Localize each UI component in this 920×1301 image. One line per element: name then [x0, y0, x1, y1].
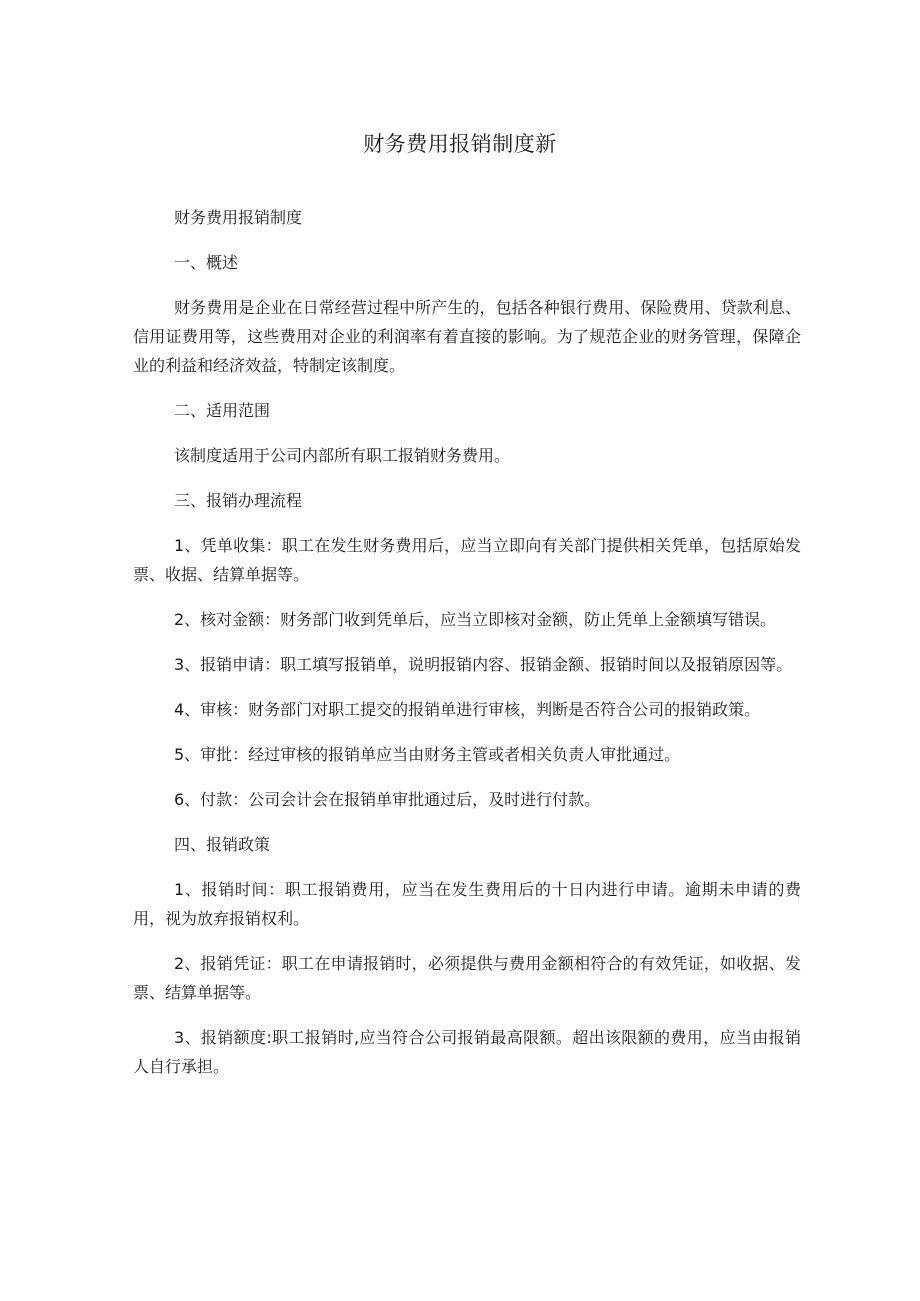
section-heading-policy: 四、报销政策 — [174, 835, 271, 854]
section-heading-process: 三、报销办理流程 — [174, 491, 303, 510]
policy-item-2: 2、报销凭证：职工在申请报销时，必须提供与费用金额相符合的有效凭证，如收据、发票、结算单据等。 — [133, 954, 801, 1002]
overview-paragraph: 财务费用是企业在日常经营过程中所产生的，包括各种银行费用、保险费用、贷款利息、信用证费用等，这些费用对企业的利润率有着直接的影响。为了规范企业的财务管理，保障企业的利益和经济效益，特制定该制度。 — [133, 298, 801, 375]
section-heading-scope: 二、适用范围 — [174, 401, 271, 420]
process-item-6: 6、付款：公司会计会在报销单审批通过后，及时进行付款。 — [174, 790, 601, 809]
policy-item-1: 1、报销时间：职工报销费用，应当在发生费用后的十日内进行申请。逾期未申请的费用，视为放弃报销权利。 — [133, 880, 801, 928]
document-body — [133, 203, 801, 1097]
policy-item-3: 3、报销额度:职工报销时,应当符合公司报销最高限额。超出该限额的费用，应当由报销人自行承担。 — [133, 1028, 801, 1076]
process-item-1: 1、凭单收集：职工在发生财务费用后，应当立即向有关部门提供相关凭单，包括原始发票、收据、结算单据等。 — [133, 536, 801, 584]
process-item-3: 3、报销申请：职工填写报销单，说明报销内容、报销金额、报销时间以及报销原因等。 — [174, 655, 793, 674]
process-item-2: 2、核对金额：财务部门收到凭单后，应当立即核对金额，防止凭单上金额填写错误。 — [174, 610, 777, 629]
subtitle-paragraph: 财务费用报销制度 — [174, 208, 303, 227]
section-heading-overview: 一、概述 — [174, 253, 239, 272]
scope-paragraph: 该制度适用于公司内部所有职工报销财务费用。 — [174, 446, 511, 465]
process-item-4: 4、审核：财务部门对职工提交的报销单进行审核，判断是否符合公司的报销政策。 — [174, 700, 761, 719]
document-title: 财务费用报销制度新 — [363, 132, 557, 156]
process-item-5: 5、审批：经过审核的报销单应当由财务主管或者相关负责人审批通过。 — [174, 745, 681, 764]
